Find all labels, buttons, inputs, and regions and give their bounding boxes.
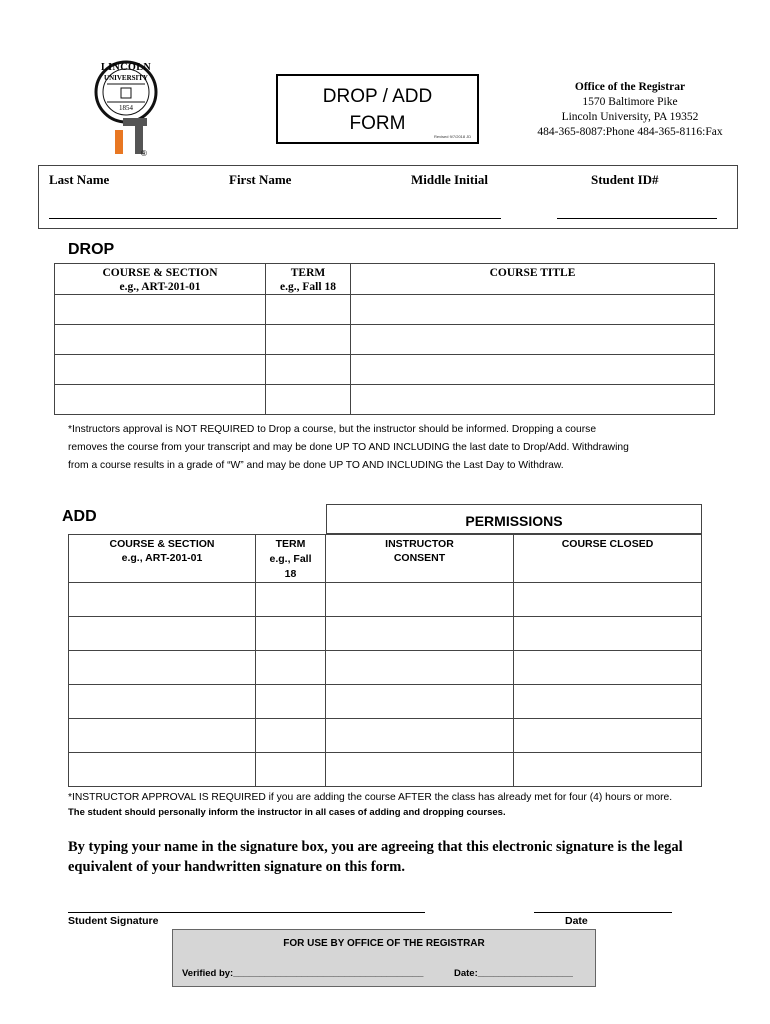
registered-mark: ® — [141, 149, 147, 158]
add-col3-line2: CONSENT — [393, 552, 446, 564]
drop-note-line1: *Instructors approval is NOT REQUIRED to Drop a course, but the instructor should be informed. Dropping a course — [68, 424, 597, 435]
student-name-field[interactable] — [49, 218, 501, 219]
table-row — [55, 295, 715, 325]
signature-date-field[interactable] — [534, 912, 672, 913]
table-row — [69, 685, 702, 719]
add-course-cell[interactable] — [69, 617, 256, 651]
table-row — [69, 617, 702, 651]
add-col1-line2: e.g., ART-201-01 — [121, 552, 203, 564]
form-title-box — [276, 74, 479, 144]
drop-title-cell[interactable] — [351, 295, 715, 325]
drop-col1-line1: COURSE & SECTION — [102, 267, 218, 279]
logo-year: 1854 — [119, 104, 133, 112]
add-course-cell[interactable] — [69, 685, 256, 719]
add-col2-line2: e.g., Fall — [269, 553, 312, 565]
drop-term-cell[interactable] — [266, 325, 351, 355]
drop-col3-label: COURSE TITLE — [489, 267, 576, 279]
add-consent-cell[interactable] — [326, 719, 514, 753]
add-closed-cell[interactable] — [514, 753, 702, 787]
logo-arc-text: LINCOLN — [101, 62, 152, 73]
signature-statement-line1: By typing your name in the signature box, you are agreeing that this electronic signature is the legal — [68, 839, 683, 855]
middle-initial-label: Middle Initial — [411, 172, 488, 187]
drop-note-line3: from a course results in a grade of “W” and may be done UP TO AND INCLUDING the Last Day to Withdraw. — [68, 460, 564, 471]
logo-university-text: UNIVERSITY — [104, 74, 148, 82]
add-course-cell[interactable] — [69, 651, 256, 685]
add-term-cell[interactable] — [256, 685, 326, 719]
signature-date-label: Date — [565, 915, 588, 927]
form-title-line1: DROP / ADD — [322, 86, 433, 107]
add-closed-cell[interactable] — [514, 583, 702, 617]
add-closed-cell[interactable] — [514, 617, 702, 651]
add-col3-line1: INSTRUCTOR — [385, 538, 454, 550]
office-address1: 1570 Baltimore Pike — [582, 96, 678, 108]
drop-title-cell[interactable] — [351, 355, 715, 385]
drop-term-cell[interactable] — [266, 385, 351, 415]
add-term-cell[interactable] — [256, 617, 326, 651]
add-closed-cell[interactable] — [514, 719, 702, 753]
signature-statement — [68, 837, 758, 877]
drop-col-course-title — [351, 264, 715, 295]
table-row — [69, 651, 702, 685]
student-signature-label: Student Signature — [68, 915, 159, 927]
add-term-cell[interactable] — [256, 651, 326, 685]
add-col2-line1: TERM — [275, 538, 306, 550]
drop-title-cell[interactable] — [351, 325, 715, 355]
add-term-cell[interactable] — [256, 753, 326, 787]
add-table — [68, 534, 702, 787]
add-course-cell[interactable] — [69, 753, 256, 787]
add-consent-cell[interactable] — [326, 753, 514, 787]
add-heading: ADD — [62, 508, 97, 525]
office-address2: Lincoln University, PA 19352 — [561, 111, 699, 123]
drop-col1-line2: e.g., ART-201-01 — [119, 281, 201, 293]
office-name: Office of the Registrar — [574, 81, 686, 93]
add-col2-line3: 18 — [284, 568, 297, 580]
add-consent-cell[interactable] — [326, 685, 514, 719]
student-signature-field[interactable] — [68, 912, 425, 913]
add-term-cell[interactable] — [256, 583, 326, 617]
university-logo — [93, 58, 161, 158]
add-closed-cell[interactable] — [514, 685, 702, 719]
drop-note-line2: removes the course from your transcript and may be done UP TO AND INCLUDING the last date to Drop/Add. Withdrawing — [68, 442, 629, 453]
drop-course-cell[interactable] — [55, 295, 266, 325]
drop-table — [54, 263, 715, 415]
add-note — [68, 790, 758, 820]
signature-statement-line2: equivalent of your handwritten signature on this form. — [68, 859, 406, 875]
drop-heading: DROP — [68, 241, 115, 258]
office-info — [510, 80, 750, 140]
permissions-label: PERMISSIONS — [465, 513, 563, 529]
add-col4-label: COURSE CLOSED — [561, 538, 654, 550]
drop-course-cell[interactable] — [55, 325, 266, 355]
student-id-label: Student ID# — [591, 172, 659, 187]
add-col-instructor-consent — [326, 535, 514, 583]
add-col-term — [256, 535, 326, 583]
drop-col2-line2: e.g., Fall 18 — [280, 281, 336, 293]
table-row — [55, 325, 715, 355]
first-name-label: First Name — [229, 172, 292, 187]
drop-col2-line1: TERM — [290, 267, 326, 279]
add-col1-line1: COURSE & SECTION — [109, 538, 215, 550]
table-row — [69, 753, 702, 787]
last-name-label: Last Name — [49, 172, 110, 187]
drop-course-cell[interactable] — [55, 385, 266, 415]
office-date-field[interactable]: Date:__________________ — [454, 968, 573, 979]
add-note-line1: *INSTRUCTOR APPROVAL IS REQUIRED if you are adding the course AFTER the class has already met for four (4) hours or more. — [68, 792, 673, 803]
office-use-title: FOR USE BY OFFICE OF THE REGISTRAR — [283, 938, 485, 949]
add-course-cell[interactable] — [69, 719, 256, 753]
table-row — [69, 719, 702, 753]
drop-col-course-section — [55, 264, 266, 295]
drop-term-cell[interactable] — [266, 355, 351, 385]
table-row — [69, 583, 702, 617]
table-row — [55, 385, 715, 415]
office-phone-fax: 484-365-8087:Phone 484-365-8116:Fax — [537, 126, 723, 138]
add-note-line2: The student should personally inform the instructor in all cases of adding and dropping courses. — [68, 807, 506, 818]
add-col-course-closed — [514, 535, 702, 583]
add-course-cell[interactable] — [69, 583, 256, 617]
form-title-line2: FORM — [349, 113, 406, 134]
student-id-field[interactable] — [557, 218, 717, 219]
permissions-header — [326, 504, 702, 534]
office-use-box — [172, 929, 596, 987]
revised-date: Revised 9/7/2018 JD — [434, 134, 472, 139]
add-consent-cell[interactable] — [326, 651, 514, 685]
add-closed-cell[interactable] — [514, 651, 702, 685]
drop-course-cell[interactable] — [55, 355, 266, 385]
verified-by-field[interactable]: Verified by:____________________________________ — [182, 968, 424, 979]
drop-note — [68, 421, 758, 475]
add-col-course-section — [69, 535, 256, 583]
add-term-cell[interactable] — [256, 719, 326, 753]
drop-col-term — [266, 264, 351, 295]
add-consent-cell[interactable] — [326, 617, 514, 651]
table-row — [55, 355, 715, 385]
drop-title-cell[interactable] — [351, 385, 715, 415]
add-consent-cell[interactable] — [326, 583, 514, 617]
student-info-box — [38, 165, 738, 229]
drop-term-cell[interactable] — [266, 295, 351, 325]
